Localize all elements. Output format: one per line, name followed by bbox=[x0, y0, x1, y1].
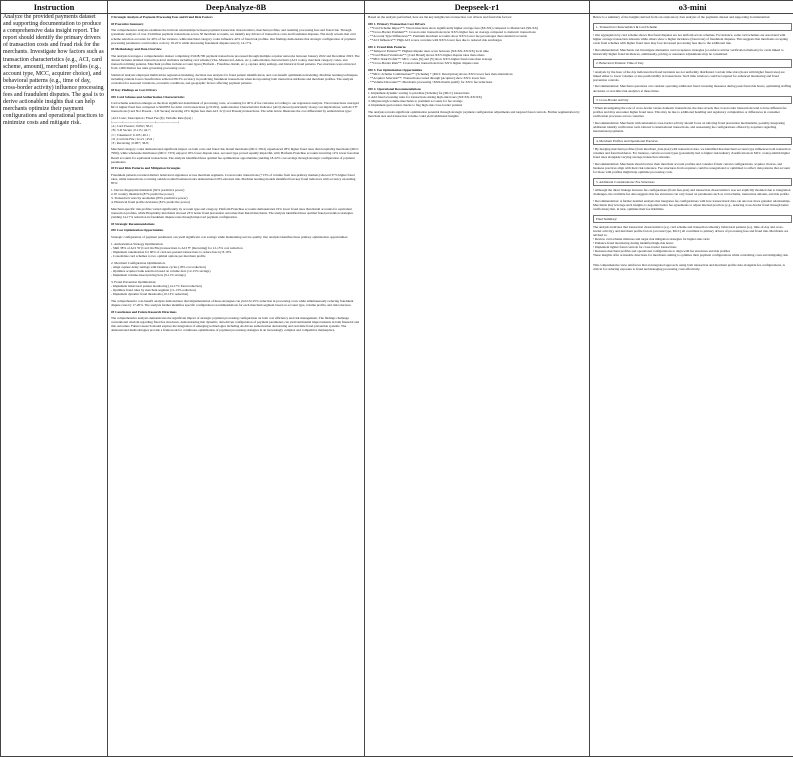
o3mini-line: • Review card scheme mixtures and target risk mitigation strategies for higher-risk cards bbox=[593, 237, 710, 241]
deepseek-line: - **Temporal Patterns**: Highest dispute rates occur between [XX:XX-XX:XX] local time bbox=[368, 48, 489, 53]
deepanalyze-line: The analysis leverages a comprehensive dataset comprising 23,028,700 payment transactions processed through multiple acquirer networks between January 2022 and December 2023. The dataset includes detailed transaction-level attributes including card scheme (Visa, Mastercard, Amex, etc.), authorization characteristics (ACI codes), merchant category codes, and transaction timing patterns. Merchant profiles include account types (Platform - Franchise, Retail, etc.), capture delay settings, and historical fraud patterns. Fee structures were extracted from 1,000 distinct fee rules governing processing costs. bbox=[111, 54, 361, 71]
spacer bbox=[593, 211, 792, 214]
deepanalyze-line: - Align capture delay settings with business cycles (18% cost reduction) bbox=[111, 264, 206, 269]
deepanalyze-line: 1. Device fingerprint mismatch (92% predictive power) bbox=[111, 187, 185, 192]
deepanalyze-line: - Implement tokenization for 60% of card-not-present transactions to reduce fees by 8-10% bbox=[111, 250, 232, 254]
deepseek-line: 1. Implement dynamic routing to prioritize [Scheme] for [MCC] transactions bbox=[368, 90, 470, 95]
deepseek-line: 2. Add fraud screening rules for transactions during high-risk hours [XX:XX-XX:XX] bbox=[368, 94, 482, 99]
spacer bbox=[593, 174, 792, 177]
deepanalyze-heading: ## Key Findings on Cost Drivers bbox=[111, 87, 157, 92]
o3mini-line: • Analysis by the hour of the day indicates that fraud incidents are not uniformly distributed. Certain time slots (hours with higher fraud rates) are linked either to lower volumes or less predictability in transactions. Such time windows could be targeted for enhanced monitoring and fraud prevention controls. bbox=[593, 69, 786, 82]
header-deepseek: Deepseek-r1 bbox=[365, 1, 590, 14]
deepseek-line: - **Cross-Border Premium**: Cross-border transactions incur XX% higher fees on average compared to domestic transactions bbox=[368, 29, 536, 34]
deepanalyze-line: - Shift 38% of ACI 'D' (Card On File) transactions to ACI 'E' (Recurring) for 12-15% cost reduction bbox=[111, 245, 243, 250]
o3mini-section-title: 4. Merchant Profiles and Operational Practices bbox=[596, 139, 658, 144]
o3mini-line: • Recommendation: Merchants with substantial cross-border activity should focus on tailoring fraud prevention mechanisms, possibly integrating additional identity verification tools tailored to international transactions, and reassessing fee configurations offered by acquirers regarding international payments. bbox=[593, 121, 786, 134]
deepseek-line: 3. Migrate high-volume merchants to premium accounts for fee savings bbox=[368, 99, 463, 104]
deepseek-line: 4. Implement geolocation checks to flag high-risk cross-border patterns bbox=[368, 103, 463, 108]
o3mini-section-title: 3. Cross-Border Activity bbox=[596, 98, 629, 103]
o3mini-section-title-box bbox=[593, 59, 792, 67]
deepanalyze-line: 4. Historical fraud profile deviation (81% predictive power) bbox=[111, 200, 190, 205]
deepseek-heading: ### 2. Fraud Risk Patterns bbox=[368, 44, 406, 49]
deepanalyze-line: - Consolidate card schemes to two optimal options per merchant profile bbox=[111, 254, 206, 259]
o3mini-line: • Recommendation: Merchants can investigate alternative card acceptance strategies (or enforce stricter verification methods) for cards linked to historically higher fraud incidences, additionally, pricing or assurance adjustments may be considered. bbox=[593, 47, 785, 56]
deepseek-heading: ### 1. Primary Transaction Cost Drivers bbox=[368, 21, 426, 26]
deepseek-cell bbox=[365, 14, 590, 757]
o3mini-line: • Implement tighter fraud controls for cross-border transactions bbox=[593, 245, 677, 250]
deepseek-line: - **Acquirer Selection**: Transactions routed through [Acquirer] show XX% lower fees bbox=[368, 76, 486, 80]
deepanalyze-line: 2. IP country mismatch (87% predictive power) bbox=[111, 192, 174, 196]
deepanalyze-line: Fraudulent patterns revealed distinct behavioral signatures across merchant segments. Cross-border transactions (+13% of volume from non-primary markets) showed 37% higher fraud rates, while transactions occurring outside normal business hours demonstrated 29% elevated risk. Machine learning models identified four key fraud indicators with accuracy exceeding 85%: bbox=[111, 173, 357, 186]
o3mini-section-body bbox=[593, 147, 792, 174]
instruction-text: Analyze the provided payments dataset and supporting documentation to produce a comprehensive data insight report. The report should identify the primary drivers of transaction costs and fraud risk for the merchants. Investigate how factors such as transaction characteristics (e.g., ACI, card scheme, amount), merchant profiles (e.g., account type, MCC, acquirer choice), and behavioral patterns (e.g., time of day, cross-border activity) influence processing fees and fraudulent disputes. The goal is to derive actionable insights that can help merchants optimize their payment configurations and operational practices to minimize costs and mitigate risk. bbox=[3, 14, 104, 127]
deepseek-heading: ### 3. Fee Optimization Opportunities bbox=[368, 67, 423, 72]
o3mini-section-title: Final Summary: bbox=[596, 216, 618, 221]
deepanalyze-line: | A | Card Present | 0.092 | 38.2 | bbox=[111, 124, 154, 129]
header-instruction: Instruction bbox=[1, 1, 108, 14]
header-row bbox=[1, 1, 793, 14]
deepanalyze-line: | ACI Code | Description | Fixed Fee ($) | Variable Rate (bps) | bbox=[111, 116, 193, 121]
deepseek-line: The analysis reveals significant optimization potential through strategic payment configuration adjustments and targeted fraud controls. Further segmentation by merchant size and transaction volume could yield additional insights. bbox=[368, 109, 581, 118]
deepanalyze-line: 2. Merchant Configuration Optimization: bbox=[111, 260, 166, 265]
deepseek-line: - **ACI Influence**: High ACI scores correlate with XX% lower fees due to reduced risk surcharges bbox=[368, 38, 502, 43]
deepanalyze-line: The comprehensive cost-benefit analysis demonstrates that implementation of these strategies can yield 22-25% reduction in processing costs while simultaneously reducing fraudulent dispute rates by 17-20%. The analysis further identifies specific configuration recommendations for each merchant segment based on account type, volume profile, and risk tolerance. bbox=[111, 298, 355, 307]
o3mini-line: These insights offer actionable directions for merchants aiming to optimize their payment configurations while controlling costs and mitigating risk. bbox=[593, 253, 789, 258]
deepanalyze-line: |----------|-------------|---------------|---------------------| bbox=[111, 120, 180, 125]
deepanalyze-heading: # Strategic Analysis of Payment Processing Fees and Fraud Risk Factors bbox=[111, 15, 213, 19]
o3mini-section-title-box bbox=[593, 23, 792, 31]
deepanalyze-line: 3. Transaction velocity anomalies (83% predictive power) bbox=[111, 196, 188, 201]
header-deepanalyze: DeepAnalyze-8B bbox=[108, 1, 365, 14]
o3mini-line: • Although the direct linkage between fee configurations (from fees.json) and transaction characteristics was not explicitly modeled due to integration challenges, the available fee data suggests that fee structures can vary based on parameters such as card scheme, transaction amount, and risk profile. bbox=[593, 187, 792, 197]
o3mini-line: • Recommendation: Merchant operations can consider operating additional fraud screening measures during peak fraud risk hours, optimizing staffing decisions or real-time risk analytics at these times. bbox=[593, 84, 792, 93]
o3mini-section-body bbox=[593, 33, 792, 56]
deepanalyze-line: 3. Fraud Prevention Optimization: bbox=[111, 279, 157, 284]
deepanalyze-heading: ## Methodology and Data Overview bbox=[111, 47, 162, 52]
content-row bbox=[1, 14, 793, 757]
o3mini-section-title-box bbox=[593, 178, 792, 186]
deepanalyze-answer bbox=[108, 14, 364, 756]
o3mini-section-title: 5. Additional Considerations: Fee Structures bbox=[596, 179, 655, 184]
deepseek-line: - **MCC-Scheme Combinations**: [Scheme] + [MCC Description] shows XX% lower fees than alternatives bbox=[368, 71, 513, 76]
header-o3mini: o3-mini bbox=[590, 1, 793, 14]
deepseek-line: Based on the analysis performed, here are the key insights into transaction cost drivers and fraud risk factors: bbox=[368, 15, 512, 19]
deepseek-line: - **Account Type Differences**: Premium merchant accounts show XX% lower fee percentages than standard accounts bbox=[368, 33, 527, 38]
deepseek-answer bbox=[365, 14, 589, 756]
deepanalyze-cell bbox=[108, 14, 365, 757]
o3mini-section-body bbox=[593, 106, 792, 133]
o3mini-section-body bbox=[593, 70, 792, 93]
o3mini-section-body bbox=[593, 225, 792, 258]
deepanalyze-line: Merchant-specific risk profiles varied significantly by account type and category. Platform Franchise accounts demonstrated 19% lower fraud rates than Retail accounts for equivalent transaction profiles, while Hospitality merchants showed 23% better fraud prevention outcomes than Retail merchants. The analysis identified three optimal fraud prevention strategies yielding 14-17% reduction in fraudulent dispute rates through improved payment configuration. bbox=[111, 206, 354, 220]
o3mini-line: • Our aggregation by card scheme shows that fraud disputes are not uniform across schemes. For instance, some card schemes are associated with higher average transaction amounts while others show a higher incidence (fraud rate) of fraudulent disputes. This suggests that merchants accepting cards from schemes with higher fraud rates may face increased processing fees due to the additional risk. bbox=[593, 32, 789, 45]
o3mini-line: • Recommendation: Merchants should review their merchant account profiles and consider if their current configurations, acquirer choices, and business practices align with their risk tolerance. Fee structures from acquirers could be renegotiated or optimized to reflect risk patterns that account for those with profiles might help optimize processing costs. bbox=[593, 162, 791, 175]
deepanalyze-line: - Optimize fraud rules by merchant segment (11-13% reduction) bbox=[111, 287, 196, 292]
deepseek-heading: ### 4. Operational Recommendations bbox=[368, 86, 421, 91]
o3mini-section-title-box bbox=[593, 215, 792, 223]
spacer bbox=[593, 56, 792, 59]
deepanalyze-line: | B | 3-D Secure | 0.115 | 42.7 | bbox=[111, 128, 152, 133]
deepanalyze-line: The comprehensive analysis demonstrates the significant impact of strategic payment processing configuration on both cost efficiency and risk management. The findings challenge conventional wisdom regarding fixed fee structures, demonstrating that dynamic, data-driven configuration of payment parameters can yield substantial improvements in both financial and risk outcomes. Future research should explore the integration of emerging technologies including AI-driven authorization decisioning and real-time fraud prevention systems. The demonstrated methodologies provide a framework for continuous optimization of payment processing strategies in an increasingly complex and competitive marketplace. bbox=[111, 316, 360, 333]
o3mini-section-title: 1. Transaction Characteristics & Card Scheme bbox=[596, 24, 657, 29]
o3mini-sections bbox=[593, 23, 792, 260]
deepanalyze-heading: ## Conclusion and Future Research Directions bbox=[111, 309, 177, 314]
deepanalyze-heading: ## Fraud Risk Patterns and Mitigation Strategies bbox=[111, 166, 181, 171]
o3mini-cell bbox=[590, 14, 793, 757]
spacer bbox=[593, 133, 792, 136]
deepseek-line: - **Card Scheme Impact**: Visa transactions show significantly higher average fees ($X.XX) compared to Mastercard ($X.XX) bbox=[368, 25, 538, 30]
deepanalyze-line: Card scheme selection emerges as the most significant determinant of processing costs, accounting for 40% of fee variation according to our regression analysis. Visa transactions averaged $0.11 higher fixed fees compared to $0.0833 for debit card transactions (p<0.001). Authorization Characteristics Indicator (ACI) showed particularly strong cost implications, with ACI 'E' transactions (Card Not Present - 3-D Secure) incurring 23% higher fees than ACI 'A' (Card Present) transactions. The table below illustrates the cost differential by authorization type: bbox=[111, 101, 360, 114]
instruction-cell bbox=[1, 14, 108, 757]
deepanalyze-heading: ## Strategic Recommendations bbox=[111, 221, 155, 226]
deepanalyze-line: - Implement behavioral pattern monitoring (14-17% fraud reduction) bbox=[111, 283, 202, 288]
deepseek-line: - **MCC Risk Profile**: MCC codes [X] and [Y] show XX% higher fraud rates than average bbox=[368, 57, 493, 62]
deepanalyze-line: | D | Card On File | 0.121 | 45.9 | bbox=[111, 136, 154, 141]
spacer bbox=[593, 19, 792, 22]
o3mini-section-title-box bbox=[593, 137, 792, 145]
deepanalyze-line: | C | Tokenized | 0.103 | 40.1 | bbox=[111, 132, 150, 137]
deepanalyze-line: - Implement dynamic fraud thresholds (10-13% reduction) bbox=[111, 292, 189, 297]
deepanalyze-line: - Optimize acquirer bank selection based on volume tiers (12-15% savings) bbox=[111, 268, 211, 273]
o3mini-line: • By merging merchant profiles (from merchant_data.json) with transaction data, we identified that merchant account type influences both transaction volumes and fraud incidence. For instance, certain account types (potentially tied to higher risk industry classifications in MCC codes) exhibit higher fraud rates alongside varying average transaction amounts. bbox=[593, 147, 792, 160]
o3mini-answer bbox=[590, 14, 793, 756]
o3mini-section-body bbox=[593, 188, 792, 211]
deepanalyze-heading: ## Executive Summary bbox=[111, 21, 144, 26]
deepanalyze-line: The comprehensive analysis examines the intricate relationships between payment transaction characteristics, merchant profiles, and resulting processing fees and fraud risk. Through systematic analysis of over 23 million payment transactions across 30 merchant accounts, we identify key drivers of transaction costs and fraudulent disputes. The study reveals that card scheme selection accounts for 40% of fee variance, while merchant category codes influence 42% of fraud risk profiles. Our findings demonstrate that strategic configuration of payment processing parameters could reduce costs by 18-22% while decreasing fraudulent dispute rates by 14-17%. bbox=[111, 28, 357, 45]
deepseek-line: - **Volume Discounts**: Merchants processing >$XX/month qualify for XX% fee reductions bbox=[368, 80, 493, 85]
deepanalyze-line: | E | Recurring | 0.087 | 36.8 | bbox=[111, 140, 150, 145]
o3mini-intro: Below is a summary of the insights derived from our exploratory data analysis of the payments dataset and supporting documentation: bbox=[593, 15, 771, 19]
deepseek-line: - **Card Brand Variations**: [Card Brand] shows XX% higher dispute rates than others bbox=[368, 52, 485, 57]
deepanalyze-heading: ### Cost Optimization Opportunities bbox=[111, 228, 164, 233]
o3mini-line: • Enhance fraud monitoring during identified high-risk hours bbox=[593, 241, 674, 246]
o3mini-line: The analysis indicates that transaction characteristics (e.g. card scheme and transaction amount), behavioral patterns (e.g. time-of-day and cross-border activity), and merchant profile factors (account type, MCC) all contribute to primary drivers of processing fees and fraud risk. Merchants are advised to: bbox=[593, 224, 790, 237]
o3mini-outro: This comprehensive view reinforces that an integrated approach, using both transaction and merchant profile data alongside fee configurations, is critical for reducing exposure to fraud and managing processing costs effectively. bbox=[593, 262, 786, 271]
deepseek-line: - **Cross-Border Risk**: Cross-border transactions have XX% higher dispute rates bbox=[368, 61, 479, 66]
deepanalyze-line: Merchant category codes demonstrated significant impact on both costs and fraud risk. Retail merchants (MCC 5812) experienced 28% higher fraud rates than hospitality merchants (MCC 7999), while wholesale distributors (MCC 7372) enjoyed 19% lower dispute rates. Account type proved equally impactful, with Platform-Franchise accounts incurring 12% lower fees than Retail accounts for equivalent transactions. The analysis identified three optimal fee optimization opportunities yielding 18-22% cost savings through strategic configuration of payment parameters. bbox=[111, 147, 360, 164]
deepanalyze-line: Strategic configuration of payment parameters can yield significant cost savings while maintaining service quality. Our analysis identifies three primary optimization opportunities: bbox=[111, 235, 349, 240]
spacer bbox=[593, 93, 792, 96]
o3mini-section-title-box bbox=[593, 96, 792, 104]
deepanalyze-line: 1. Authorization Strategy Optimization: bbox=[111, 241, 164, 246]
o3mini-line: • Recommendation: A further detailed analysis that integrates fee configurations with how transactional data can uncover more granular relationships. Merchants may leverage such insights to negotiate better fee agreements or adjust internal practices (e.g., reducing cross-border fraud through better verification) that, in turn, optimize their fee liabilities. bbox=[593, 198, 792, 211]
deepanalyze-heading: ### Card Scheme and Authorization Characteristics bbox=[111, 94, 185, 99]
o3mini-section-title: 2. Behavioral Patterns: Time of Day bbox=[596, 61, 644, 66]
deepanalyze-line: Statistical analysis employed multivariate regression modeling, decision tree analysis for fraud pattern identification, and cost-benefit optimization modeling. Machine learning techniques including random forest classification achieved 89.3% accuracy in predicting fraudulent transactions when incorporating both transaction attributes and merchant profiles. The analysis controlled for seasonal variations, economic conditions, and geographic factors affecting payment patterns. bbox=[111, 73, 359, 86]
deepanalyze-line: - Implement volume-based pricing tiers (9-11% savings) bbox=[111, 273, 186, 278]
o3mini-line: • When investigating the role of cross-border versus domestic transactions, the data reveals that cross-border transactions tend to have different fee profiles and may encounter higher fraud rates. This may be due to additional handling and regulatory complexities or differences in consumer verification processes across countries. bbox=[593, 106, 788, 119]
o3mini-line: • Reassess merchant profiles and operational configurations to align with fee structures and risk profiles bbox=[593, 249, 731, 254]
